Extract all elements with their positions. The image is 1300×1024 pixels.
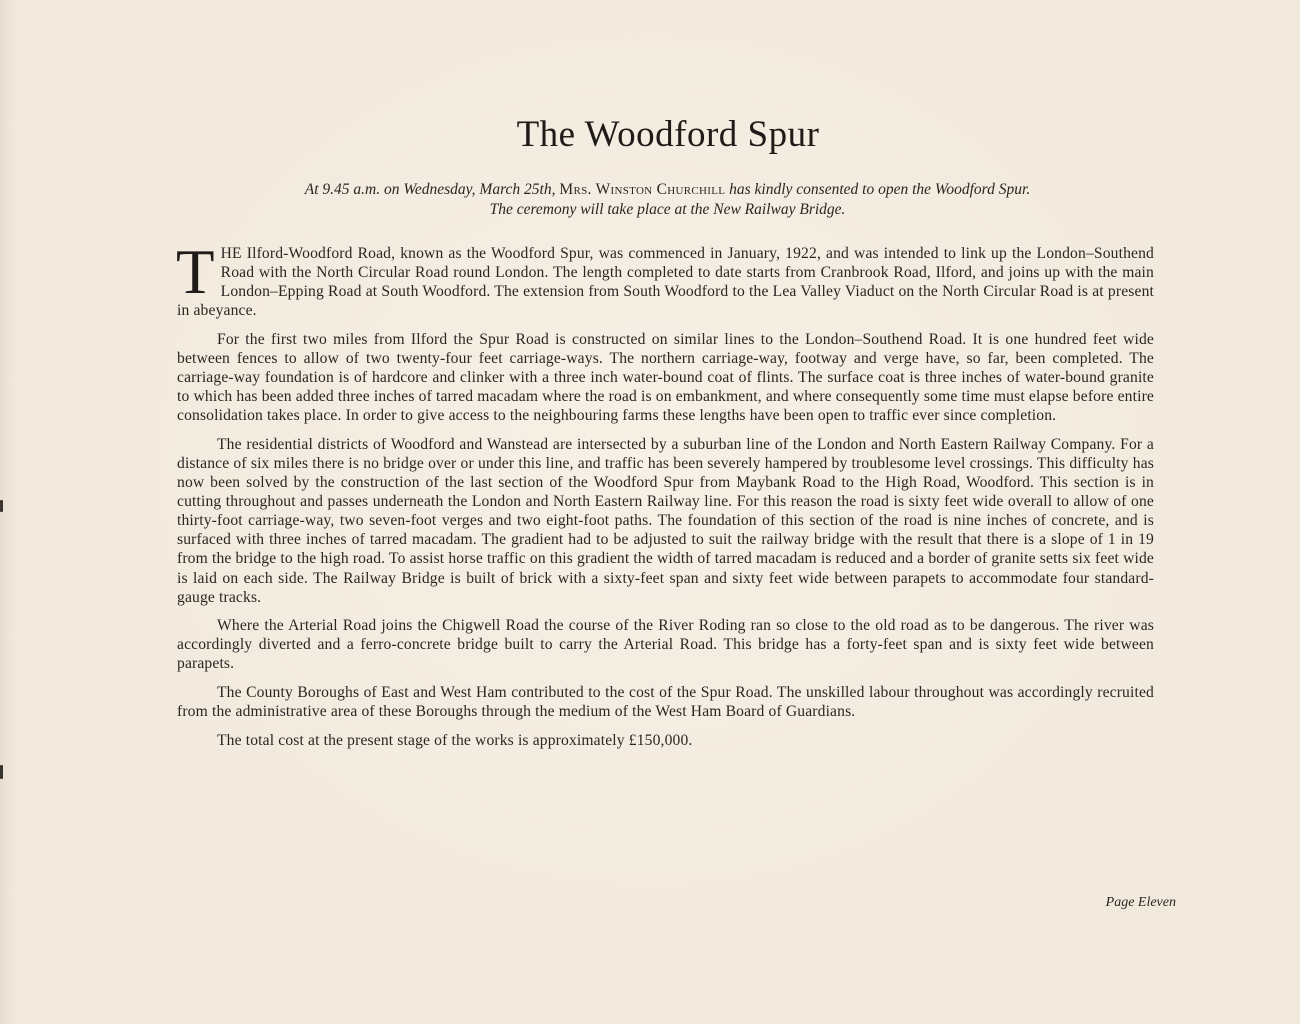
subtitle-name: Mrs. Winston Churchill: [559, 181, 726, 198]
paragraph: The County Boroughs of East and West Ham contributed to the cost of the Spur Road. The unskilled labour throughout was accordingly recruited from the administrative area of these Boroughs through the medium of the West Ham Board of Guardians.: [177, 683, 1154, 721]
body-text: [176, 237, 1154, 759]
binding-mark: [0, 500, 3, 512]
drop-cap: T: [176, 237, 215, 307]
paragraph-text: HE Ilford-Woodford Road, known as the Woodford Spur, was commenced in January, 1922, and was intended to link up the London–Southend Road with the North Circular Road round London. The length completed to date starts from Cranbrook Road, Ilford, and joins up with the main London–Epping Road at South Woodford. The extension from South Woodford to the Lea Valley Viaduct on the North Circular Road is at present in abeyance.: [177, 245, 1154, 320]
subtitle-text: The ceremony will take place at the New Railway Bridge.: [489, 201, 846, 218]
subtitle-text: At 9.45 a.m. on Wednesday, March 25th,: [304, 181, 560, 198]
binding-mark: [0, 765, 3, 779]
paragraph: The total cost at the present stage of the works is approximately £150,000.: [217, 731, 693, 749]
page-subtitle: [175, 180, 1160, 220]
paragraph: The residential districts of Woodford and Wanstead are intersected by a suburban line of the London and North Eastern Railway Company. For a distance of six miles there is no bridge over or under this line, and traffic has been severely hampered by troublesome level crossings. This difficulty has now been solved by the construction of the last section of the Woodford Spur from Maybank Road to the High Road, Woodford. This section is in cutting throughout and passes underneath the London and North Eastern Railway line. For this reason the road is sixty feet wide overall to allow of one thirty-foot carriage-way, two seven-foot verges and two eight-foot paths. The foundation of this section of the road is nine inches of concrete, and is surfaced with three inches of tarred macadam. The gradient had to be adjusted to suit the railway bridge with the result that there is a slope of 1 in 19 from the bridge to the high road. To assist horse traffic on this gradient the width of tarred macadam is reduced and a border of granite setts six feet wide is laid on each side. The Railway Bridge is built of brick with a sixty-feet span and sixty feet wide between parapets to accommodate four standard-gauge tracks.: [177, 435, 1154, 606]
paragraph: [176, 237, 1154, 320]
subtitle-text: has kindly consented to open the Woodford Spur.: [725, 181, 1031, 198]
paragraph: Where the Arterial Road joins the Chigwell Road the course of the River Roding ran so close to the old road as to be dangerous. The river was accordingly diverted and a ferro-concrete bridge built to carry the Arterial Road. This bridge has a forty-feet span and is sixty feet wide between parapets.: [177, 617, 1154, 673]
paragraph: For the first two miles from Ilford the Spur Road is constructed on similar lines to the London–Southend Road. It is one hundred feet wide between fences to allow of two twenty-four feet carriage-ways. The northern carriage-way, footway and verge have, so far, been completed. The carriage-way foundation is of hardcore and clinker with a three inch water-bound coat of flints. The surface coat is three inches of water-bound granite to which has been added three inches of tarred macadam where the road is on embankment, and where consequently some time must elapse before entire consolidation takes place. In order to give access to the neighbouring farms these lengths have been open to traffic ever since completion.: [177, 330, 1154, 425]
page-title: The Woodford Spur: [516, 114, 820, 155]
page-number: Page Eleven: [1105, 895, 1176, 910]
